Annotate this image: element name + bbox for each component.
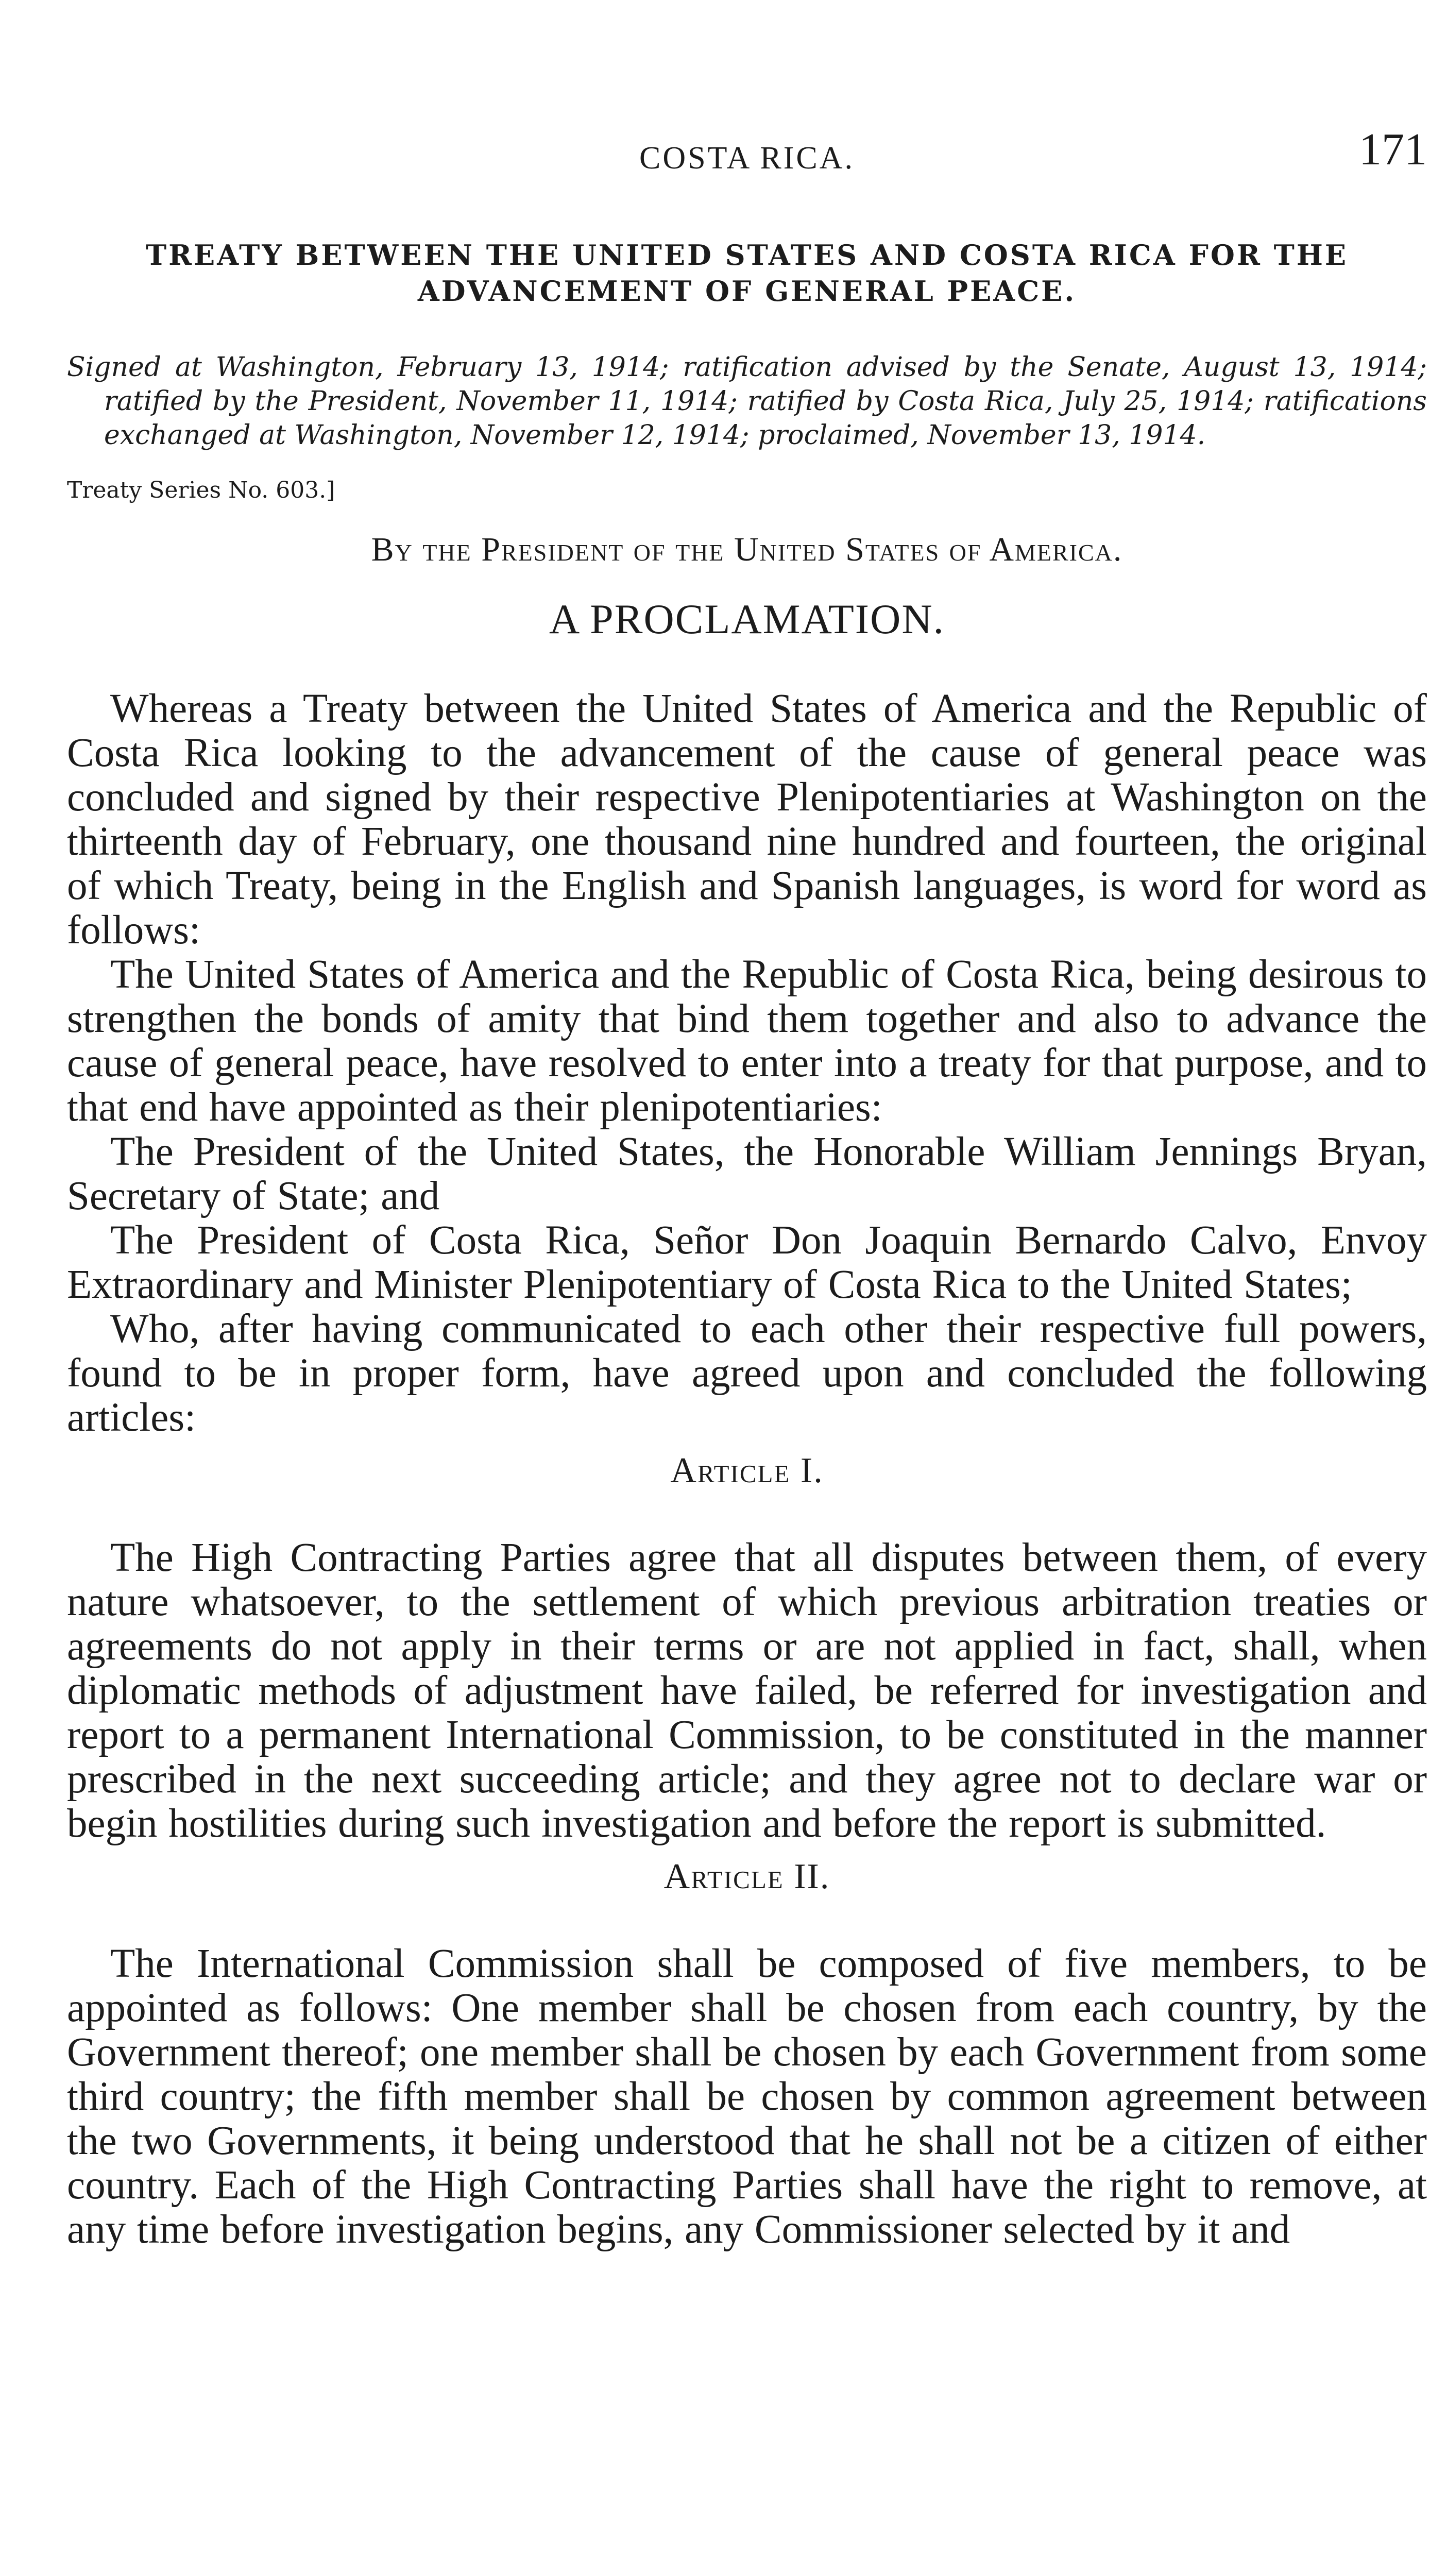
article-1-heading: Article I. xyxy=(670,1451,824,1490)
preamble xyxy=(67,687,1427,1440)
paragraph-costa-rica-plenipotentiary: The President of Costa Rica, Señor Don Joaquin Bernardo Calvo, Envoy Extraordinary and Minister Plenipotentiary of Costa Rica to the United States; xyxy=(67,1218,1427,1307)
article-2 xyxy=(67,1942,1427,2252)
proclamation-heading: A PROCLAMATION. xyxy=(549,596,945,642)
article-2-heading: Article II. xyxy=(663,1857,830,1896)
article-1 xyxy=(67,1536,1427,1846)
paragraph-parties: The United States of America and the Republic of Costa Rica, being desirous to strengthen the bonds of amity that bind them together and also to advance the cause of general peace, have resolved to enter into a treaty for that purpose, and to that end have appointed as their plenipotentiaries: xyxy=(67,952,1427,1130)
running-title: COSTA RICA. xyxy=(639,141,855,176)
running-header xyxy=(67,124,1427,191)
paragraph-full-powers: Who, after having communicated to each other their respective full powers, found to be in proper form, have agreed upon and concluded the following articles: xyxy=(67,1307,1427,1440)
document-page xyxy=(67,124,1427,2252)
article-2-text: The International Commission shall be composed of five members, to be appointed as follows: One member shall be chosen from each country, by the Government thereof; one member shall be chosen by each Government from some third country; the fifth member shall be chosen by common agreement between the two Governments, it being understood that he shall not be a citizen of either country. Each of the High Contracting Parties shall have the right to remove, at any time before investigation begins, any Commissioner selected by it and xyxy=(67,1941,1427,2252)
page-number: 171 xyxy=(1359,125,1427,175)
signing-note: Signed at Washington, February 13, 1914; ratification advised by the Senate, August 13, 1914; ratified by the President, November 11, 1914; ratified by Costa Rica, July 25, 1914; ratifications exchanged at Washington, November 12, 1914; proclaimed, November 13, 1914. xyxy=(67,352,1427,451)
treaty-series-number: Treaty Series No. 603.] xyxy=(67,477,335,503)
article-1-text: The High Contracting Parties agree that all disputes between them, of every nature whatsoever, to the settlement of which previous arbitration treaties or agreements do not apply in their terms or are not applied in fact, shall, when diplomatic methods of adjustment have failed, be referred for investigation and report to a permanent International Commission, to be constituted in the manner prescribed in the next succeeding article; and they agree not to declare war or begin hostilities during such investigation and before the report is submitted. xyxy=(67,1535,1427,1846)
treaty-title: TREATY BETWEEN THE UNITED STATES AND COSTA RICA FOR THE ADVANCEMENT OF GENERAL PEACE. xyxy=(145,239,1348,308)
paragraph-whereas: Whereas a Treaty between the United States of America and the Republic of Costa Rica looking to the advancement of the cause of general peace was concluded and signed by their respective Plenipotentiaries at Washington on the thirteenth day of February, one thousand nine hundred and fourteen, the original of which Treaty, being in the English and Spanish languages, is word for word as follows: xyxy=(67,686,1427,953)
president-line: By the President of the United States of America. xyxy=(371,531,1123,568)
paragraph-us-plenipotentiary: The President of the United States, the Honorable William Jennings Bryan, Secretary of State; and xyxy=(67,1129,1427,1218)
